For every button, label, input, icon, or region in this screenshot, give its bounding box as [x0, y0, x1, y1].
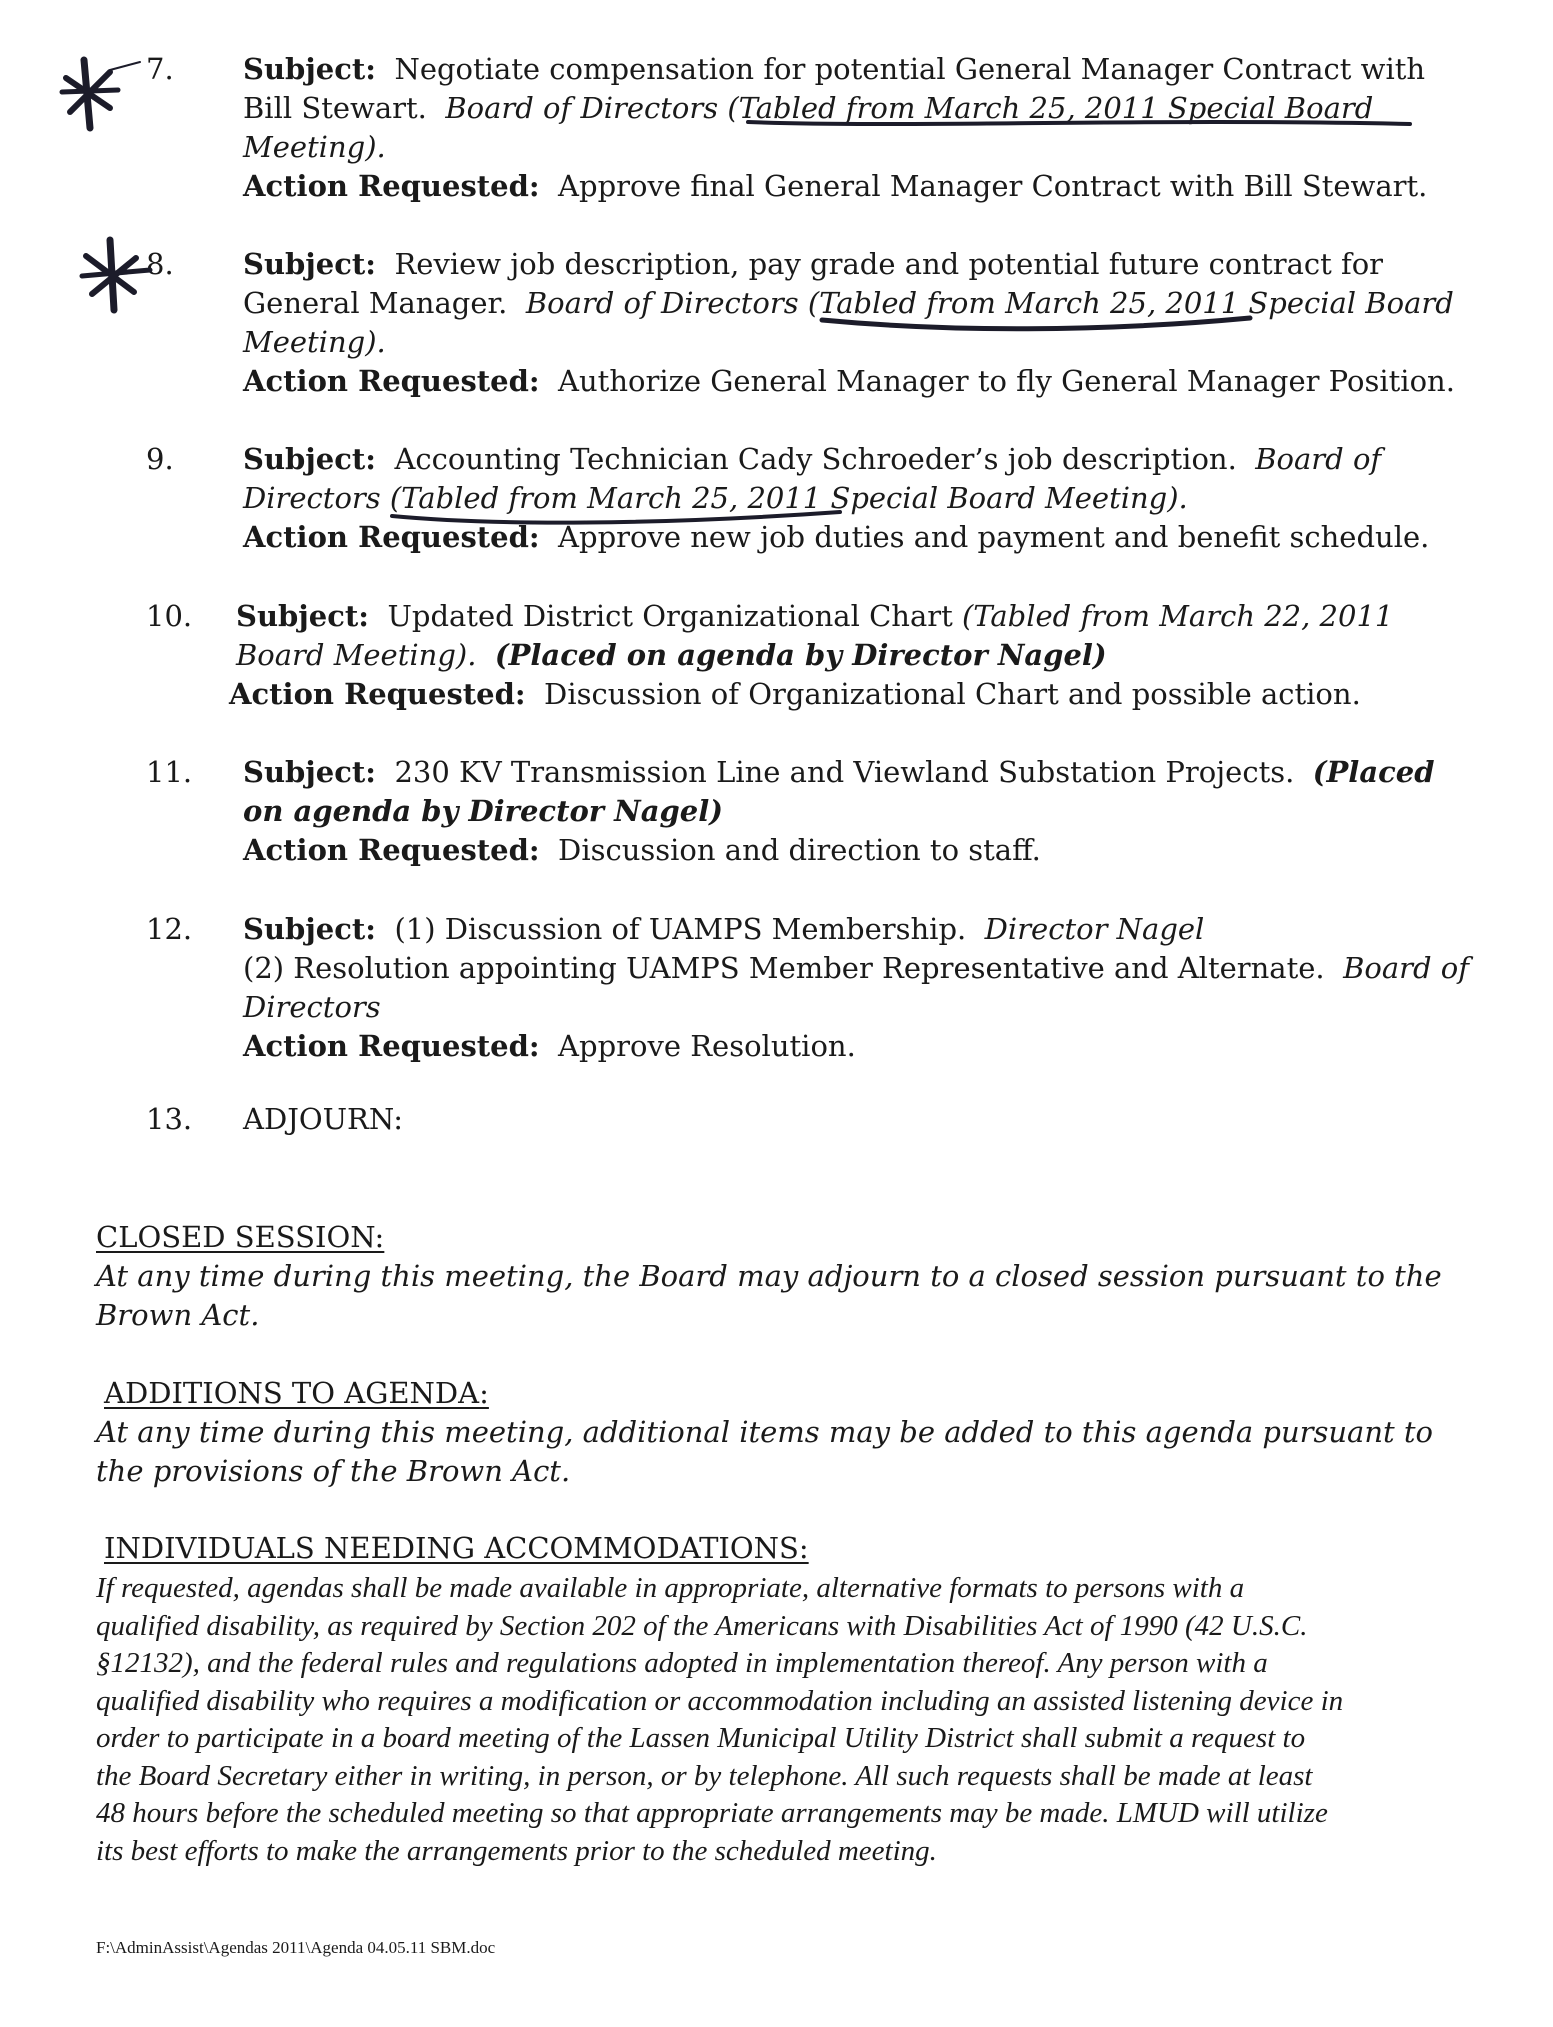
agenda-item-line [243, 1100, 1513, 1139]
action-requested-label: Action Requested: [243, 833, 540, 867]
agenda-item-line [243, 89, 1513, 128]
agenda-item-body [243, 440, 1513, 557]
text-run: Meeting). [243, 325, 386, 359]
agenda-item-line [243, 167, 1513, 206]
additions-section [104, 1374, 1524, 1413]
asterisk-mark-icon [82, 240, 150, 310]
text-run: Board of [1343, 951, 1469, 985]
agenda-item-body [243, 245, 1513, 401]
text-run: Authorize General Manager to fly General Manager Position. [539, 364, 1455, 398]
text-run: Negotiate compensation for potential General Manager Contract with [376, 52, 1426, 86]
agenda-item-line [243, 362, 1513, 401]
subject-label: Subject: [243, 52, 377, 86]
subject-label: Subject: [243, 247, 377, 281]
text-run: Review job description, pay grade and potential future contract for [376, 247, 1384, 281]
agenda-item-body [243, 753, 1513, 870]
subject-label: Subject: [243, 755, 377, 789]
closed-session-section [96, 1218, 1516, 1335]
closed-session-heading: CLOSED SESSION: [96, 1220, 385, 1254]
agenda-item-line [243, 831, 1513, 870]
agenda-item-line [243, 1027, 1513, 1066]
text-run: Director Nagel [984, 912, 1205, 946]
agenda-item-number: 9. [146, 442, 174, 476]
agenda-item-number: 13. [146, 1102, 193, 1136]
accommodations-line: the Board Secretary either in writing, in person, or by telephone. All such requests shall be made at least [96, 1759, 1313, 1792]
closed-session-line: At any time during this meeting, the Board may adjourn to a closed session pursuant to the [96, 1259, 1442, 1293]
additions-text [96, 1413, 1516, 1491]
accommodations-line: 48 hours before the scheduled meeting so that appropriate arrangements may be made. LMUD will utilize [96, 1797, 1328, 1829]
text-run: Board of Directors (Tabled from March 25, 2011 Special Board [445, 91, 1374, 125]
text-run: on agenda by Director Nagel) [243, 794, 723, 828]
text-run: ADJOURN: [243, 1102, 403, 1136]
additions-heading: ADDITIONS TO AGENDA: [104, 1376, 489, 1410]
text-run: Updated District Organizational Chart [369, 599, 962, 633]
text-run: Accounting Technician Cady Schroeder’s job description. [376, 442, 1256, 476]
action-requested-label: Action Requested: [243, 1029, 540, 1063]
text-run: General Manager. [243, 286, 526, 320]
agenda-item-line [236, 636, 1506, 675]
text-run: Meeting). [243, 130, 386, 164]
text-run: Discussion and direction to staff. [539, 833, 1041, 867]
agenda-item-line [243, 479, 1513, 518]
text-run: Approve Resolution. [539, 1029, 856, 1063]
text-run: (Placed on agenda by Director Nagel) [494, 638, 1107, 672]
agenda-item-line [243, 988, 1513, 1027]
text-run: Directors [243, 990, 381, 1024]
agenda-item-line [243, 440, 1513, 479]
action-requested-label: Action Requested: [243, 520, 540, 554]
agenda-item-body [243, 1100, 1513, 1139]
action-requested-label: Action Requested: [229, 677, 526, 711]
accommodations-line: qualified disability who requires a modification or accommodation including an assisted listening device in [96, 1684, 1344, 1717]
agenda-item-line [243, 50, 1513, 89]
agenda-item-number: 11. [146, 755, 193, 789]
text-run: Board of [1255, 442, 1382, 476]
agenda-item-line [243, 518, 1513, 557]
text-run: Approve final General Manager Contract with Bill Stewart. [539, 169, 1428, 203]
accommodations-text [96, 1570, 1516, 1870]
agenda-item-number: 8. [146, 247, 174, 281]
agenda-item-line [243, 949, 1513, 988]
subject-label: Subject: [236, 599, 370, 633]
agenda-item-line [236, 597, 1506, 636]
agenda-item-line [243, 323, 1513, 362]
text-run: 230 KV Transmission Line and Viewland Substation Projects. [376, 755, 1313, 789]
agenda-item-number: 7. [146, 52, 174, 86]
subject-label: Subject: [243, 912, 377, 946]
agenda-item-number: 12. [146, 912, 193, 946]
subject-label: Subject: [243, 442, 377, 476]
accommodations-heading: INDIVIDUALS NEEDING ACCOMMODATIONS: [104, 1531, 809, 1565]
accommodations-line: If requested, agendas shall be made available in appropriate, alternative formats to persons with a [96, 1572, 1245, 1604]
accommodations-line: §12132), and the federal rules and regulations adopted in implementation thereof. Any person with a [96, 1647, 1268, 1679]
agenda-item-line [229, 675, 1506, 714]
agenda-item-line [243, 128, 1513, 167]
agenda-item-line [243, 753, 1513, 792]
additions-line: the provisions of the Brown Act. [96, 1454, 571, 1488]
text-run: Directors (Tabled from March 25, 2011 Special Board Meeting). [243, 481, 1188, 515]
text-run: Bill Stewart. [243, 91, 446, 125]
asterisk-mark-icon [62, 60, 140, 128]
accommodations-line: qualified disability, as required by Section 202 of the Americans with Disabilities Act of 1990 (42 U.S.C. [96, 1609, 1308, 1642]
text-run: (Placed [1312, 755, 1435, 789]
agenda-item-number: 10. [146, 599, 193, 633]
text-run: Approve new job duties and payment and benefit schedule. [539, 520, 1430, 554]
closed-session-line: Brown Act. [96, 1298, 260, 1332]
agenda-item-body [243, 910, 1513, 1066]
text-run: (2) Resolution appointing UAMPS Member Representative and Alternate. [243, 951, 1344, 985]
agenda-item-body [229, 597, 1506, 714]
agenda-item-line [243, 792, 1513, 831]
accommodations-section [104, 1529, 1524, 1568]
agenda-item-line [243, 910, 1513, 949]
agenda-item-line [243, 245, 1513, 284]
action-requested-label: Action Requested: [243, 364, 540, 398]
text-run: (1) Discussion of UAMPS Membership. [376, 912, 985, 946]
text-run: Discussion of Organizational Chart and possible action. [525, 677, 1361, 711]
action-requested-label: Action Requested: [243, 169, 540, 203]
text-run: (Tabled from March 22, 2011 [961, 599, 1394, 633]
text-run: Board Meeting). [236, 638, 495, 672]
accommodations-line: order to participate in a board meeting of the Lassen Municipal Utility District shall submit a request to [96, 1722, 1306, 1754]
agenda-item-body [243, 50, 1513, 206]
agenda-item-line [243, 284, 1513, 323]
file-path-footer: F:\AdminAssist\Agendas 2011\Agenda 04.05.11 SBM.doc [96, 1938, 496, 1957]
additions-line: At any time during this meeting, additional items may be added to this agenda pursuant to [96, 1415, 1434, 1449]
accommodations-line: its best efforts to make the arrangements prior to the scheduled meeting. [96, 1834, 937, 1867]
text-run: Board of Directors (Tabled from March 25, 2011 Special Board [525, 286, 1454, 320]
